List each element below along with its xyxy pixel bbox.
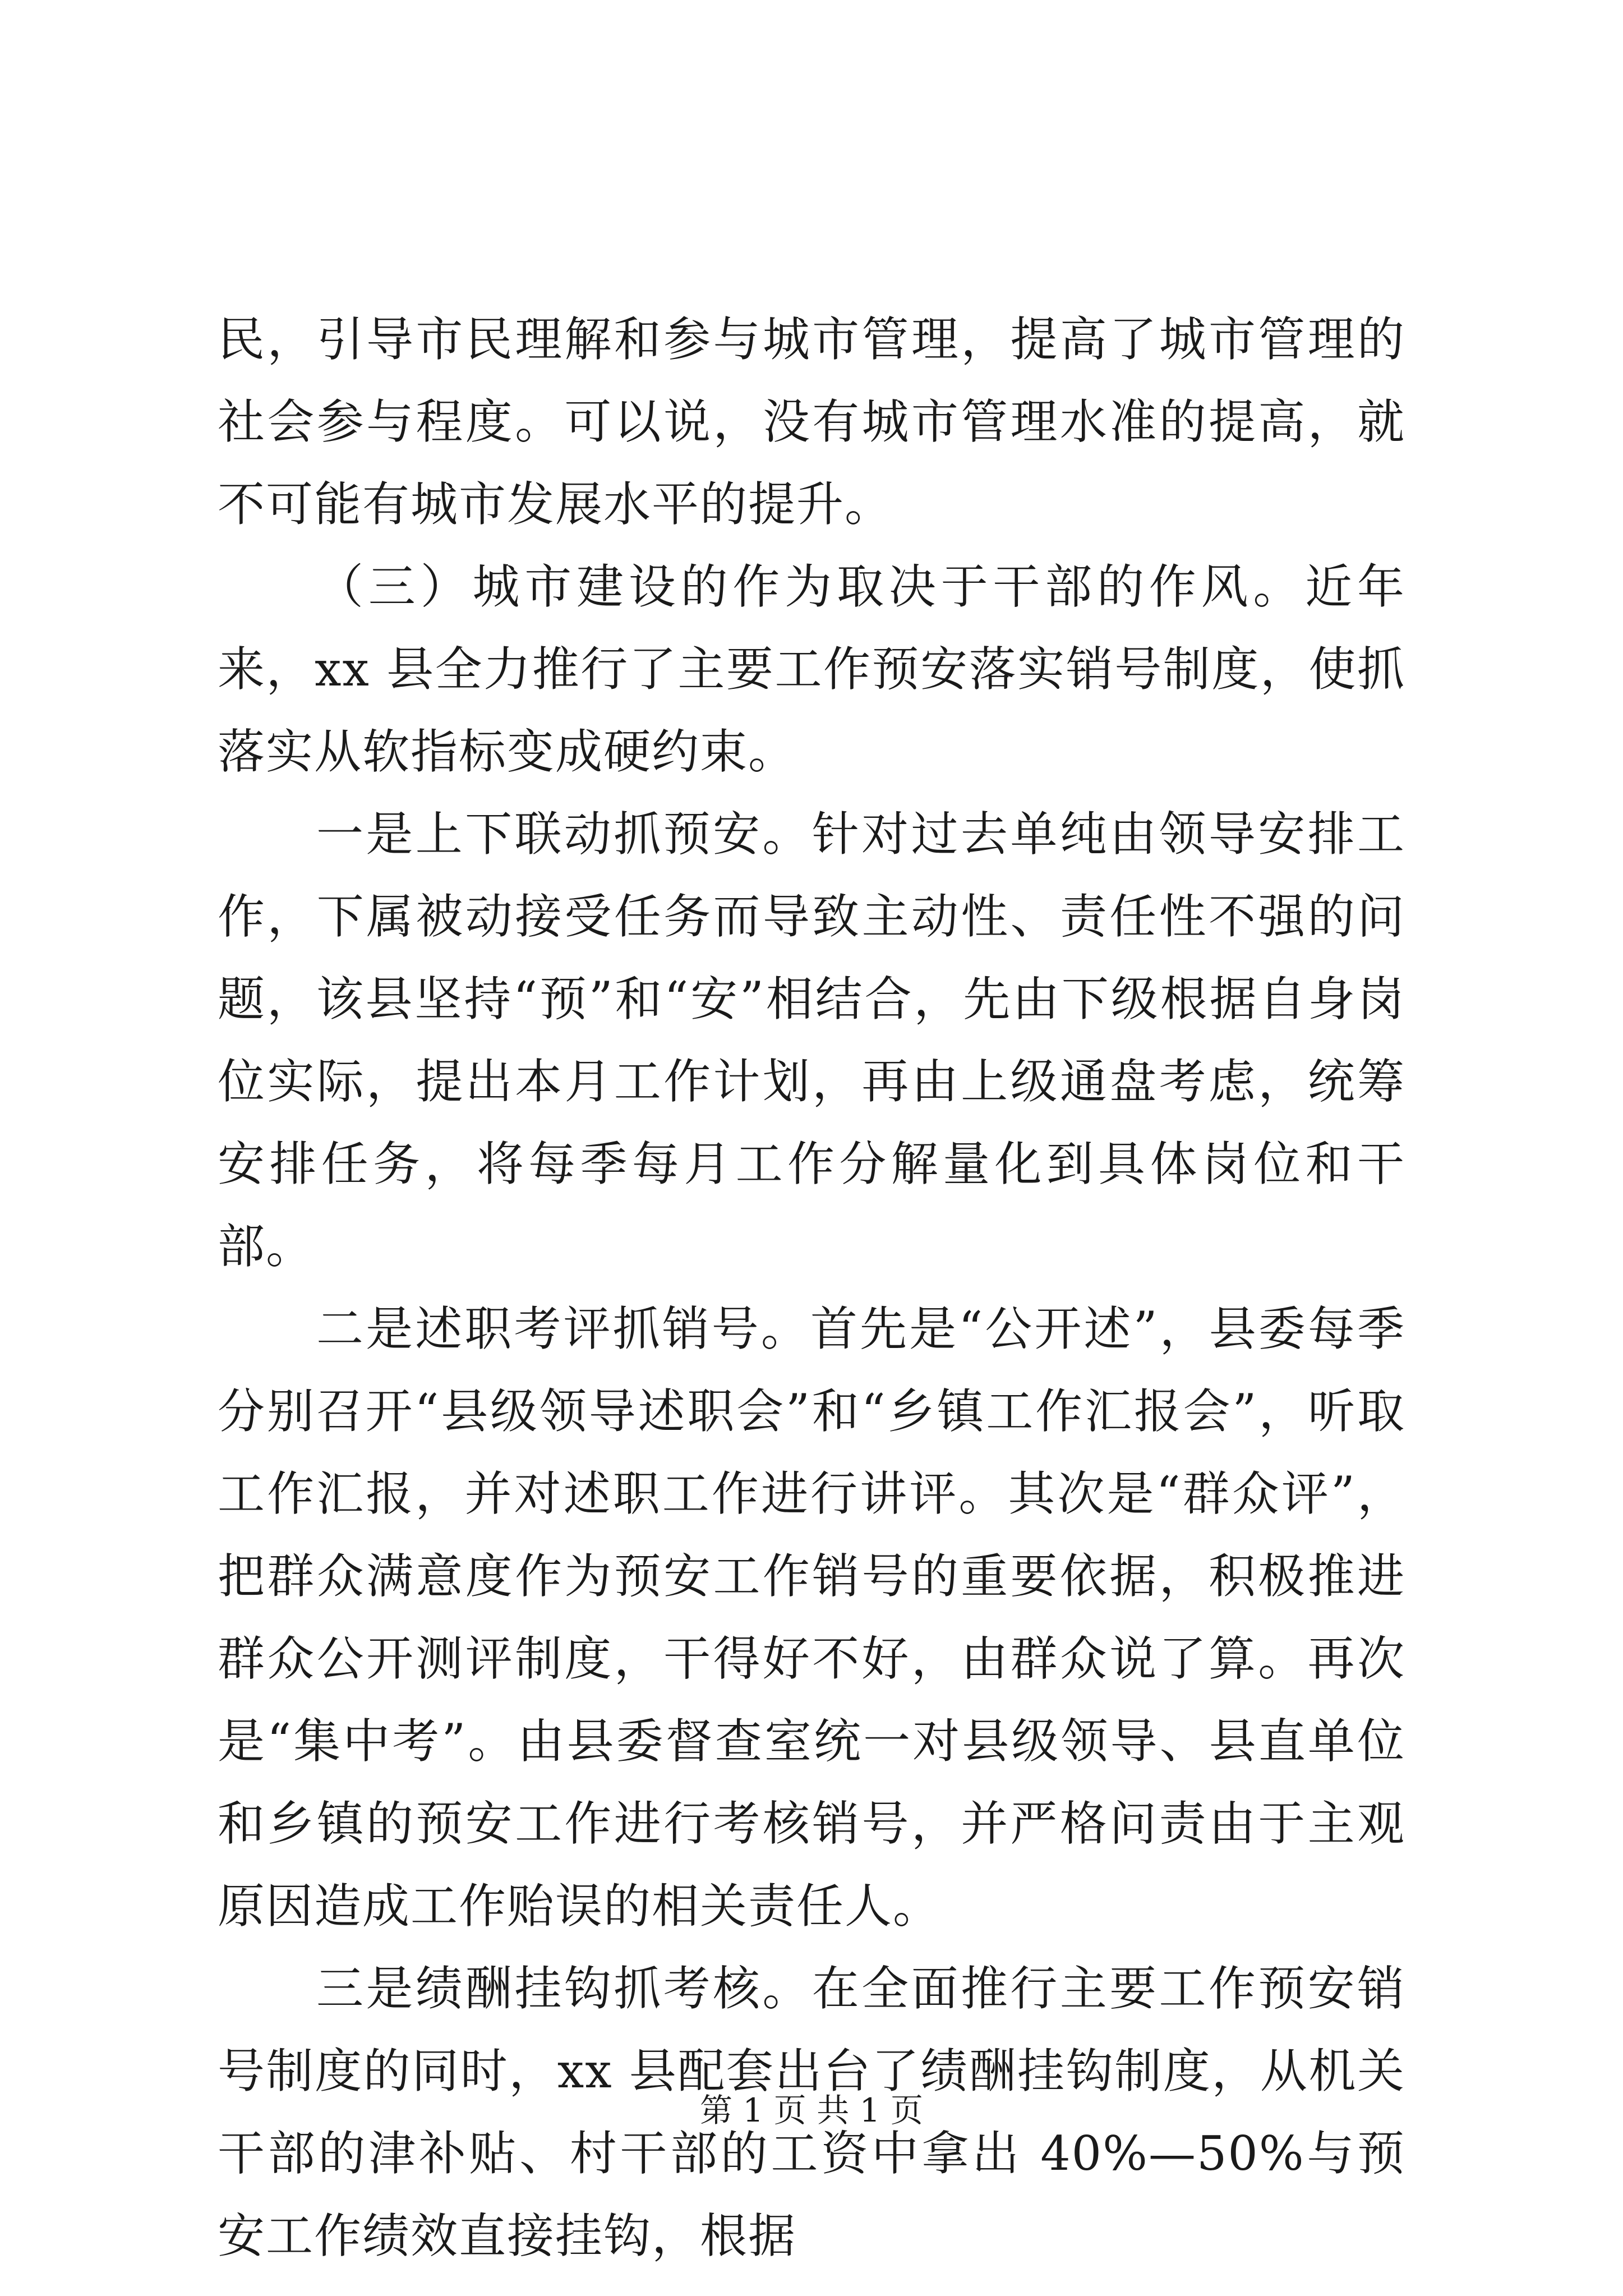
document-body [218,298,1405,2277]
paragraph-point-three: 三是绩酬挂钩抓考核。在全面推行主要工作预安销号制度的同时，xx 县配套出台了绩酬挂钩制度，从机关干部的津补贴、村干部的工资中拿出 40%—50%与预安工作绩效直接挂钩，根据 [218,1961,1405,2263]
paragraph-point-one: 一是上下联动抓预安。针对过去单纯由领导安排工作，下属被动接受任务而导致主动性、责任性不强的问题，该县坚持“预”和“安”相结合，先由下级根据自身岗位实际，提出本月工作计划，再由上级通盘考虑，统筹安排任务，将每季每月工作分解量化到具体岗位和干部。 [218,807,1405,1274]
paragraph-continuation: 民，引导市民理解和参与城市管理，提高了城市管理的社会参与程度。可以说，没有城市管理水准的提高，就不可能有城市发展水平的提升。 [218,312,1405,532]
paragraph-section-three: （三）城市建设的作为取决于干部的作风。近年来，xx 县全力推行了主要工作预安落实销号制度，使抓落实从软指标变成硬约束。 [218,559,1405,779]
page-number-footer: 第 1 页 共 1 页 [700,2091,923,2129]
paragraph-point-two: 二是述职考评抓销号。首先是“公开述”，县委每季分别召开“县级领导述职会”和“乡镇工作汇报会”，听取工作汇报，并对述职工作进行讲评。其次是“群众评”，把群众满意度作为预安工作销号的重要依据，积极推进群众公开测评制度，干得好不好，由群众说了算。再次是“集中考”。由县委督查室统一对县级领导、县直单位和乡镇的预安工作进行考核销号，并严格问责由于主观原因造成工作贻误的相关责任人。 [218,1301,1405,1934]
